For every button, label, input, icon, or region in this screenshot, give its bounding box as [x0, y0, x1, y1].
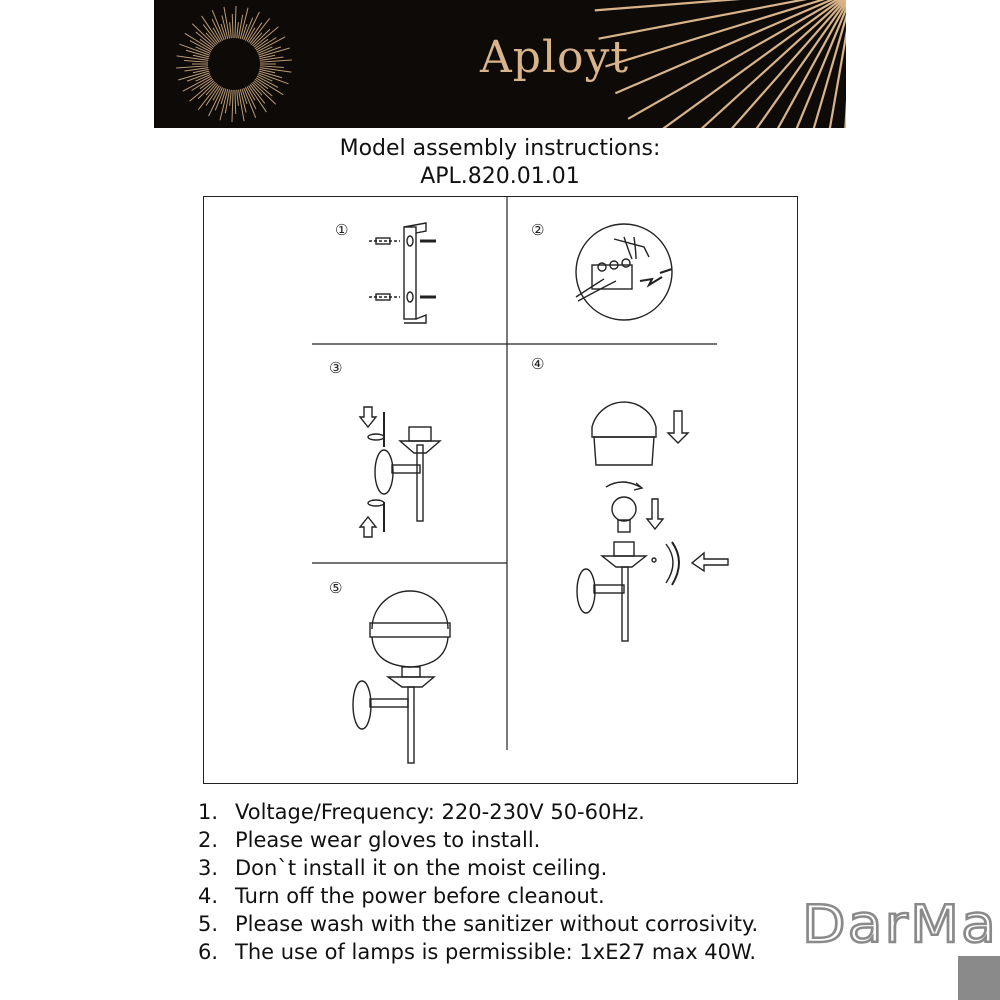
note-text: Turn off the power before cleanout.	[235, 884, 605, 908]
note-number: 2.	[198, 828, 219, 852]
list-item	[198, 798, 838, 826]
step-4-label: ④	[531, 355, 545, 373]
step-1-bracket-illustration	[369, 223, 436, 323]
note-number: 3.	[198, 856, 219, 880]
list-item	[198, 854, 838, 882]
list-item	[198, 938, 838, 966]
step-3-label: ③	[329, 359, 343, 377]
note-number: 6.	[198, 940, 219, 964]
safety-notes-list	[198, 798, 838, 966]
brand-banner	[154, 0, 846, 128]
step-3-base-illustration	[360, 407, 440, 537]
list-item	[198, 910, 838, 938]
note-text: Please wash with the sanitizer without corrosivity.	[235, 912, 759, 936]
step-2-wiring-illustration	[576, 224, 672, 320]
watermark-text: DarMa	[802, 898, 998, 955]
step-5-label: ⑤	[329, 579, 343, 597]
square-block-icon	[958, 956, 1000, 1000]
note-number: 1.	[198, 800, 219, 824]
step-4-shade-illustration	[577, 402, 728, 641]
note-text: Don`t install it on the moist ceiling.	[235, 856, 608, 880]
watermark-logo	[800, 898, 1000, 1000]
step-2-label: ②	[531, 221, 545, 239]
list-item	[198, 882, 838, 910]
list-item	[198, 826, 838, 854]
note-text: Please wear gloves to install.	[235, 828, 541, 852]
step-5-assembled-illustration	[353, 591, 450, 763]
page-title	[0, 135, 1000, 191]
note-number: 5.	[198, 912, 219, 936]
model-number: APL.820.01.01	[420, 164, 580, 189]
assembly-diagram	[203, 196, 798, 784]
brand-logo-text: Aployt	[480, 32, 630, 83]
step-1-label: ①	[335, 221, 349, 239]
note-text: The use of lamps is permissible: 1xE27 max 40W.	[235, 940, 757, 964]
note-text: Voltage/Frequency: 220-230V 50-60Hz.	[235, 800, 645, 824]
title-line-1: Model assembly instructions:	[339, 136, 661, 161]
note-number: 4.	[198, 884, 219, 908]
